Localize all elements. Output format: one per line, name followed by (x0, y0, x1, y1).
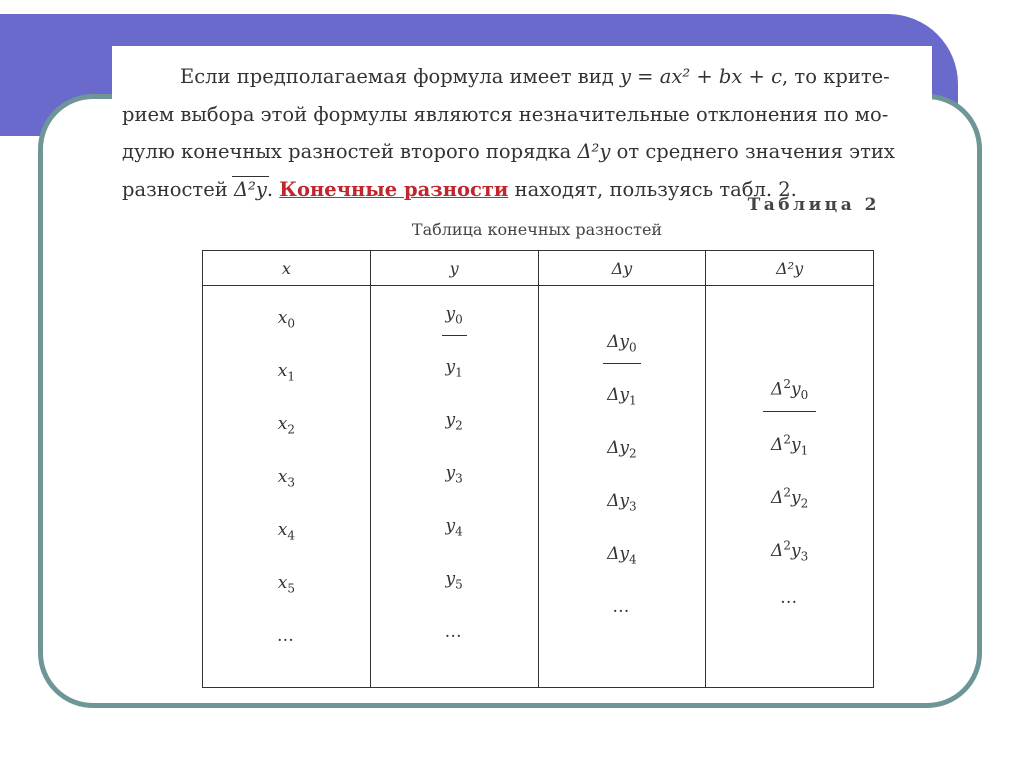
y-cell: … (444, 622, 464, 642)
para-line-2: рием выбора этой формулы являются незначительные отклонения по мо- (122, 102, 889, 126)
x-cell: $x_1$ (277, 361, 295, 384)
d2y-cell: … (780, 588, 800, 608)
y-cell: $y_1$ (445, 357, 463, 380)
d2y-cell: $\Delta^2y_2$ (771, 485, 809, 511)
para-text: разностей (122, 177, 228, 201)
para-line-3 (122, 133, 912, 171)
para-text: дулю конечных разностей второго порядка (122, 140, 572, 163)
para-text: находят, пользуясь табл. 2. (514, 177, 797, 201)
y-cell: $y_2$ (445, 410, 463, 433)
x-cell: $x_5$ (277, 573, 295, 596)
dy-cell: $\Delta y_4$ (607, 544, 637, 567)
dy-cell: $\Delta y_2$ (607, 438, 637, 461)
finite-differences-link[interactable]: Конечные разности (279, 177, 509, 201)
formula-quadratic: y = ax² + bx + c (619, 65, 783, 88)
d2y-cell: $\Delta^2y_1$ (771, 432, 809, 458)
x-cell: $x_2$ (277, 414, 295, 437)
header-y: y (370, 251, 538, 286)
para-line-4: разностей Δ²y. Конечные разности находят, пользуясь табл. 2. (122, 177, 797, 201)
table-caption: Таблица конечных разностей (411, 220, 663, 239)
para-text: , то крите- (782, 65, 890, 88)
y-cell: $y_0$ (371, 300, 538, 353)
x-cell: $x_0$ (277, 308, 295, 331)
paragraph (122, 58, 912, 208)
y-cell: $y_5$ (445, 569, 463, 592)
col-x (203, 286, 371, 688)
col-d2y (706, 286, 874, 688)
x-cell: $x_3$ (277, 467, 295, 490)
table-body-row (203, 286, 874, 688)
differences-table (202, 250, 874, 688)
x-cell: $x_4$ (277, 520, 295, 543)
header-dy: Δy (538, 251, 706, 286)
para-text: Если предполагаемая формула имеет вид (180, 65, 614, 88)
table-number: Таблица 2 (747, 195, 880, 215)
col-y (370, 286, 538, 688)
formula-second-difference: Δ²y (577, 140, 611, 163)
y-cell: $y_4$ (445, 516, 463, 539)
header-x: x (203, 251, 371, 286)
x-cell: … (276, 626, 296, 646)
table-header-row (203, 251, 874, 286)
d2y-cell: $\Delta^2y_0$ (706, 372, 873, 425)
d2y-cell: $\Delta^2y_3$ (771, 538, 809, 564)
dy-cell: $\Delta y_3$ (607, 491, 637, 514)
header-d2y: Δ²y (706, 251, 874, 286)
y-cell: $y_3$ (445, 463, 463, 486)
col-dy (538, 286, 706, 688)
formula-mean-difference: Δ²y (233, 177, 267, 201)
dy-cell: … (612, 597, 632, 617)
para-text: от среднего значения этих (616, 140, 895, 163)
dy-cell: $\Delta y_0$ (539, 328, 706, 381)
dy-cell: $\Delta y_1$ (607, 385, 637, 408)
para-line-1 (122, 58, 912, 96)
